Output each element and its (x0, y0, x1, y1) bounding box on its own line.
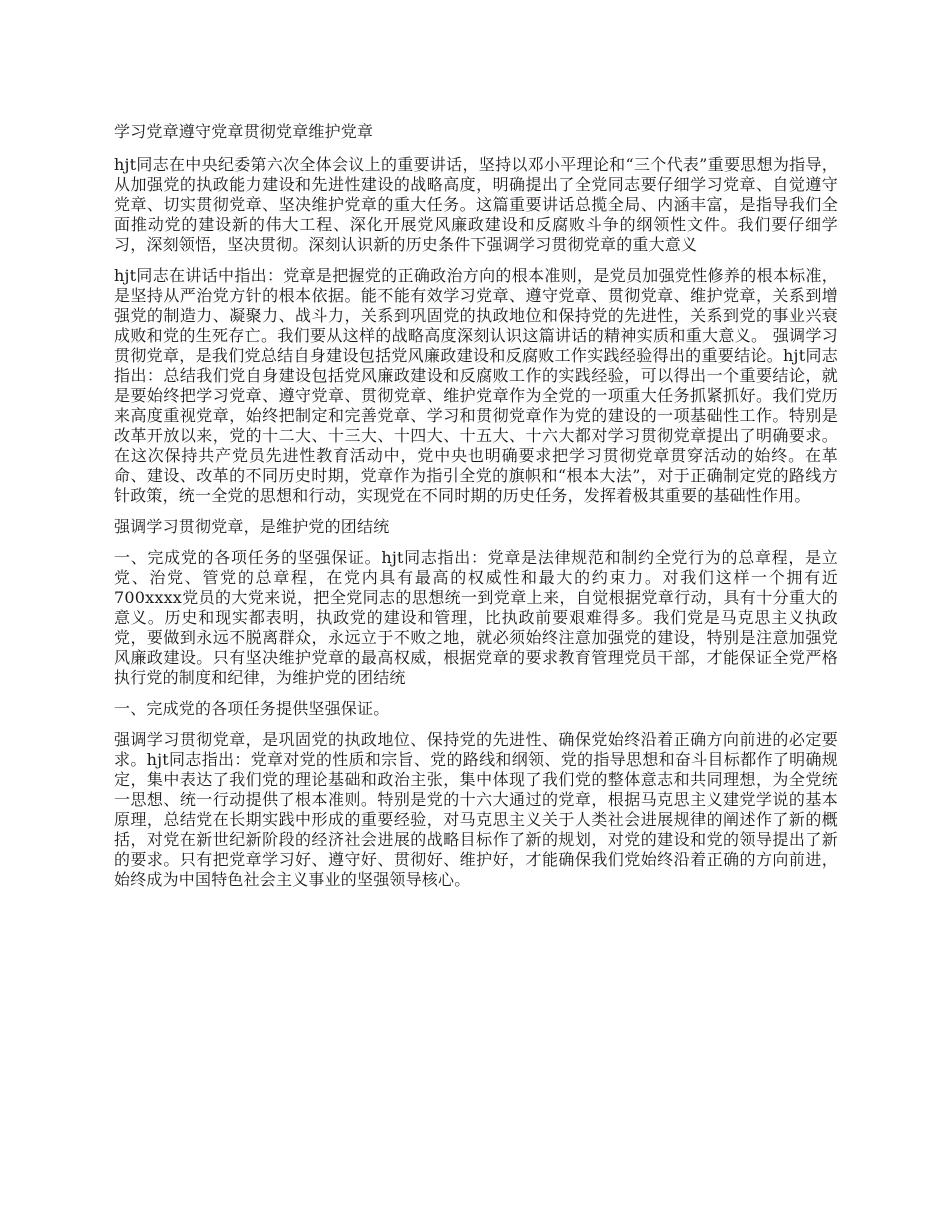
paragraph-2: hjt同志在讲话中指出：党章是把握党的正确政治方向的根本准则，是党员加强党性修养的根本标准，是坚持从严治党方针的根本依据。能不能有效学习党章、遵守党章、贯彻党章、维护党章，关系到增强党的制造力、凝聚力、战斗力，关系到巩固党的执政地位和保持党的先进性，关系到党的事业兴衰成败和党的生死存亡。我们要从这样的战略高度深刻认识这篇讲话的精神实质和重大意义。 强调学习贯彻党章，是我们党总结自身建设包括党风廉政建设和反腐败工作实践经验得出的重要结论。hjt同志指出：总结我们党自身建设包括党风廉政建设和反腐败工作的实践经验，可以得出一个重要结论，就是要始终把学习党章、遵守党章、贯彻党章、维护党章作为全党的一项重大任务抓紧抓好。我们党历来高度重视党章，始终把制定和完善党章、学习和贯彻党章作为党的建设的一项基础性工作。特别是改革开放以来，党的十二大、十三大、十四大、十五大、十六大都对学习贯彻党章提出了明确要求。在这次保持共产党员先进性教育活动中，党中央也明确要求把学习贯彻党章贯穿活动的始终。在革命、建设、改革的不同历史时期，党章作为指引全党的旗帜和“根本大法”，对于正确制定党的路线方针政策，统一全党的思想和行动，实现党在不同时期的历史任务，发挥着极其重要的基础性作用。 (114, 266, 838, 505)
document-page (114, 122, 838, 901)
section-heading-unity: 强调学习贯彻党章，是维护党的团结统 (114, 517, 390, 536)
section-heading-guarantee: 一、完成党的各项任务提供坚强保证。 (114, 699, 390, 718)
document-title: 学习党章遵守党章贯彻党章维护党章 (114, 122, 374, 141)
paragraph-1: hjt同志在中央纪委第六次全体会议上的重要讲话，坚持以邓小平理论和“三个代表”重要思想为指导，从加强党的执政能力建设和先进性建设的战略高度，明确提出了全党同志要仔细学习党章、自觉遵守党章、切实贯彻党章、坚决维护党章的重大任务。这篇重要讲话总揽全局、内涵丰富，是指导我们全面推动党的建设新的伟大工程、深化开展党风廉政建设和反腐败斗争的纲领性文件。我们要仔细学习，深刻领悟，坚决贯彻。深刻认识新的历史条件下强调学习贯彻党章的重大意义 (114, 155, 838, 254)
paragraph-4: 强调学习贯彻党章，是巩固党的执政地位、保持党的先进性、确保党始终沿着正确方向前进的必定要求。hjt同志指出：党章对党的性质和宗旨、党的路线和纲领、党的指导思想和奋斗目标都作了明确规定，集中表达了我们党的理论基础和政治主张，集中体现了我们党的整体意志和共同理想，为全党统一思想、统一行动提供了根本准则。特别是党的十六大通过的党章，根据马克思主义建党学说的基本原理，总结党在长期实践中形成的重要经验，对马克思主义关于人类社会进展规律的阐述作了新的概括，对党在新世纪新阶段的经济社会进展的战略目标作了新的规划，对党的建设和党的领导提出了新的要求。只有把党章学习好、遵守好、贯彻好、维护好，才能确保我们党始终沿着正确的方向前进，始终成为中国特色社会主义事业的坚强领导核心。 (114, 730, 838, 889)
paragraph-3: 一、完成党的各项任务的坚强保证。hjt同志指出：党章是法律规范和制约全党行为的总章程，是立党、治党、管党的总章程，在党内具有最高的权威性和最大的约束力。对我们这样一个拥有近700xxxx党员的大党来说，把全党同志的思想统一到党章上来，自觉根据党章行动，具有十分重大的意义。历史和现实都表明，执政党的建设和管理，比执政前要艰难得多。我们党是马克思主义执政党，要做到永远不脱离群众，永远立于不败之地，就必须始终注意加强党的建设，特别是注意加强党风廉政建设。只有坚决维护党章的最高权威，根据党章的要求教育管理党员干部，才能保证全党严格执行党的制度和纪律，为维护党的团结统 (114, 548, 838, 687)
